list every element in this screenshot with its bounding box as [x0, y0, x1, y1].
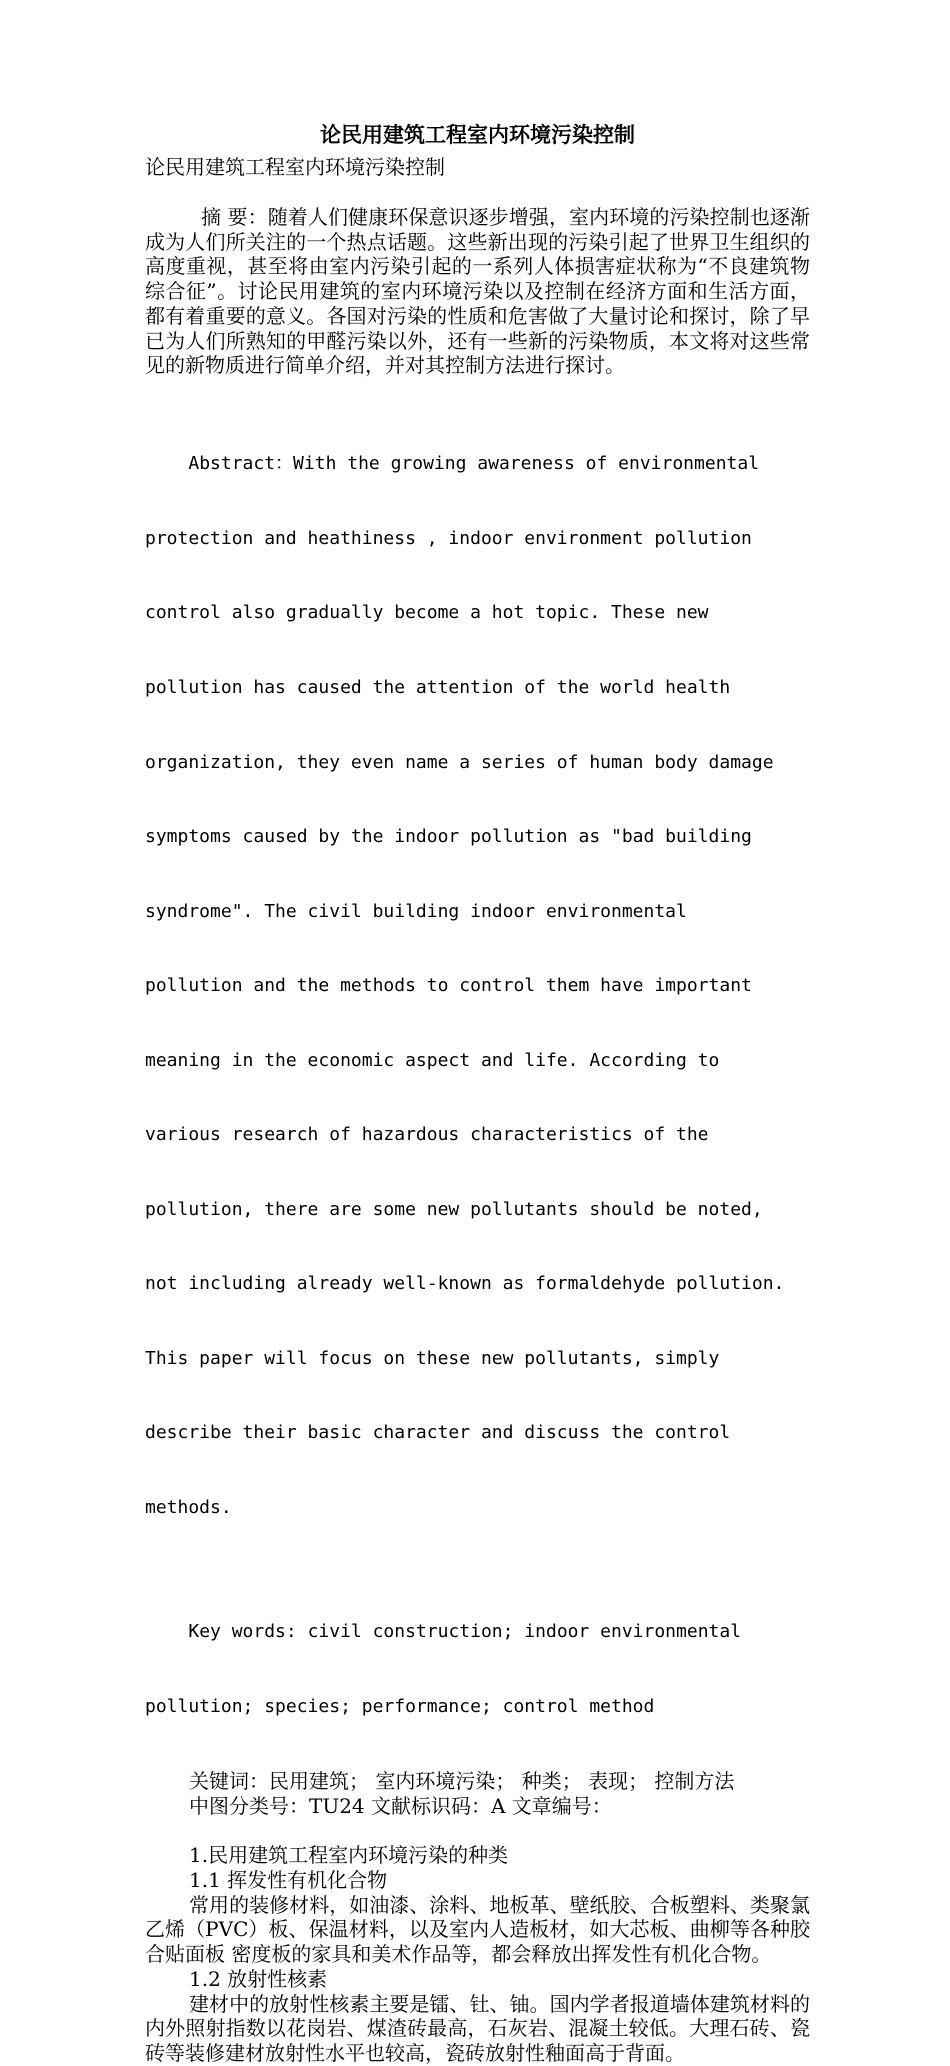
- classification-line: 中图分类号：TU24 文献标识码：A 文章编号：: [189, 1793, 612, 1818]
- abstract-english-line: methods.: [145, 1496, 232, 1518]
- document-title: 论民用建筑工程室内环境污染控制: [320, 122, 635, 147]
- abstract-chinese: 摘 要：随着人们健康环保意识逐步增强，室内环境的污染控制也逐渐成为人们所关注的一个热点话题。这些新出现的污染引起了世界卫生组织的高度重视，甚至将由室内污染引起的一系列人体损害症状称为“不良建筑物综合征”。讨论民用建筑的室内环境污染以及控制在经济方面和生活方面，都有着重要的意义。各国对污染的性质和危害做了大量讨论和探讨，除了早已为人们所熟知的甲醛污染以外，还有一些新的污染物质，本文将对这些常见的新物质进行简单介绍，并对其控制方法进行探讨。: [145, 205, 810, 378]
- keywords-english-line: pollution; species; performance; control method: [145, 1695, 655, 1717]
- abstract-english-line: This paper will focus on these new pollutants, simply: [145, 1347, 720, 1369]
- abstract-english-line: various research of hazardous characteristics of the: [145, 1124, 709, 1146]
- document-subtitle: 论民用建筑工程室内环境污染控制: [145, 155, 445, 179]
- abstract-english-line: symptoms caused by the indoor pollution as "bad building: [145, 826, 752, 848]
- keywords-chinese: 关键词：民用建筑； 室内环境污染； 种类； 表现； 控制方法: [189, 1769, 735, 1794]
- keywords-english: [145, 1570, 810, 1769]
- paragraph-spacer: [145, 378, 810, 403]
- section-heading-1-2: 1.2 放射性核素: [189, 1966, 328, 1991]
- abstract-english-line: organization, they even name a series of human body damage: [145, 751, 774, 773]
- section-1-1-body: 常用的装修材料，如油漆、涂料、地板革、壁纸胶、合板塑料、类聚氯乙烯（PVC）板、保温材料，以及室内人造板材，如大芯板、曲柳等各种胶合贴面板 密度板的家具和美术作品等，都会释放出挥发性有机化合物。: [145, 1892, 810, 1967]
- keywords-english-line: Key words: civil construction; indoor environmental: [145, 1621, 742, 1643]
- abstract-english-line: not including already well-known as formaldehyde pollution.: [145, 1273, 785, 1295]
- document-page: [145, 118, 810, 2066]
- paragraph-spacer: [145, 1819, 810, 1844]
- abstract-english-line: control also gradually become a hot topic. These new: [145, 602, 709, 624]
- abstract-english: [145, 403, 810, 1571]
- section-heading-1: 1.民用建筑工程室内环境污染的种类: [189, 1843, 509, 1868]
- abstract-english-line: pollution and the methods to control them have important: [145, 975, 752, 997]
- abstract-english-line: meaning in the economic aspect and life. According to: [145, 1049, 720, 1071]
- abstract-english-line: Abstract：With the growing awareness of environmental: [145, 453, 760, 475]
- abstract-english-line: describe their basic character and discuss the control: [145, 1422, 731, 1444]
- section-heading-1-1: 1.1 挥发性有机化合物: [189, 1868, 388, 1893]
- abstract-english-line: syndrome". The civil building indoor environmental: [145, 900, 687, 922]
- abstract-english-line: pollution has caused the attention of the world health: [145, 677, 731, 698]
- abstract-english-line: pollution, there are some new pollutants should be noted,: [145, 1198, 763, 1220]
- abstract-english-line: protection and heathiness , indoor environment pollution: [145, 527, 752, 549]
- section-1-2-body: 建材中的放射性核素主要是镭、钍、铀。国内学者报道墙体建筑材料的内外照射指数以花岗岩、煤渣砖最高，石灰岩、混凝土较低。大理石砖、瓷砖等装修建材放射性水平也较高，瓷砖放射性釉面高于背面。: [145, 1991, 810, 2065]
